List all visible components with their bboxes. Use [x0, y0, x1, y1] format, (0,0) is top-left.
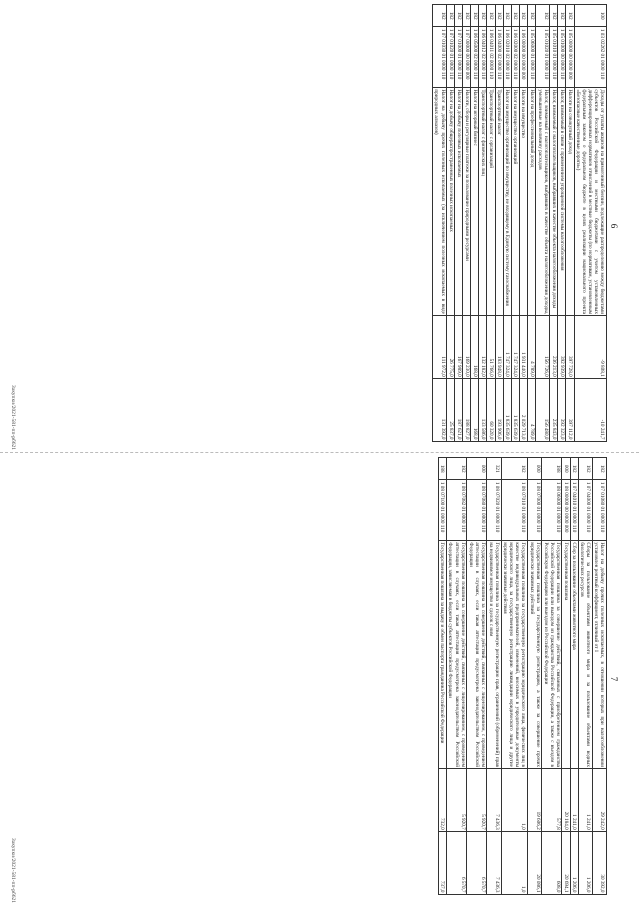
- admin-code-cell: 182: [501, 458, 527, 480]
- revenue-name-cell: Налог, взимаемый в связи с применением упрощенной системы налогообложения: [558, 87, 566, 316]
- amount-year-2-cell: 25 837,0: [447, 379, 455, 442]
- admin-code-cell: 182: [471, 5, 479, 27]
- revenue-name-cell: Государственная пошлина за совершение действий, связанных с лицензированием, с проведением аттестации в случаях, если такая аттестация предусмотрена законодательством Российской Федерации, зачисляемая в бюджеты субъектов Российской Федерации: [447, 542, 466, 767]
- classification-code-cell: 1 06 04012 02 0000 110: [479, 27, 487, 88]
- classification-code-cell: 1 05 06000 01 0000 110: [527, 27, 535, 88]
- page-7-rotated-content: [19, 457, 619, 901]
- amount-year-2-cell: 1 835 639,0: [503, 379, 511, 442]
- footer-note: Закупки/2021-581-пп-рб621: [10, 385, 16, 451]
- amount-year-2-cell: 193 906,0: [495, 379, 503, 442]
- classification-code-cell: 1 08 07020 01 0000 110: [487, 480, 501, 541]
- revenue-name-cell: Транспортный налог: [495, 87, 503, 316]
- classification-code-cell: 1 06 00000 00 0000 000: [519, 27, 527, 88]
- amount-year-1-cell: 26 775,0: [447, 316, 455, 379]
- amount-year-1-cell: 156 726,0: [536, 316, 550, 379]
- classification-code-cell: 1 06 05000 02 0000 110: [471, 27, 479, 88]
- classification-code-cell: 1 06 02010 02 0000 110: [503, 27, 511, 88]
- admin-code-cell: 321: [487, 458, 501, 480]
- revenue-name-cell: Сбор за пользование объектами животного мира: [570, 540, 578, 769]
- page-6: [0, 0, 639, 452]
- table-row: [519, 5, 527, 442]
- revenue-table-body: [432, 5, 606, 442]
- amount-year-1-cell: 397 728,0: [566, 316, 574, 379]
- table-row: [455, 5, 463, 442]
- amount-year-1-cell: 20 184,0: [562, 769, 570, 832]
- admin-code-cell: 182: [487, 5, 495, 27]
- table-row: [558, 5, 566, 442]
- amount-year-1-cell: 5 920,7: [467, 769, 487, 832]
- page-number: 7: [609, 676, 619, 682]
- amount-year-1-cell: 577,8: [542, 769, 562, 832]
- revenue-name-cell: Государственная пошлина за государственную регистрацию, а также за совершение прочих юридически значимых действий: [528, 542, 541, 767]
- amount-year-1-cell: 5 920,7: [446, 769, 466, 832]
- page-6-rotated-content: [19, 4, 619, 448]
- amount-year-1-cell: 29 242,0: [592, 769, 606, 832]
- admin-code-cell: 182: [527, 5, 535, 27]
- admin-code-cell: 182: [578, 458, 592, 480]
- amount-year-1-cell: 167 989,0: [455, 316, 463, 379]
- table-row: [471, 5, 479, 442]
- admin-code-cell: 000: [562, 458, 570, 480]
- classification-code-cell: 1 07 01020 01 0000 110: [447, 27, 455, 88]
- amount-year-2-cell: 133 586,0: [479, 379, 487, 442]
- admin-code-cell: 188: [438, 458, 446, 480]
- revenue-name-cell: Налоги, сборы и регулярные платежи за пользование природными ресурсами: [463, 87, 471, 316]
- admin-code-cell: 182: [503, 5, 511, 27]
- revenue-name-cell: Налог на добычу полезных ископаемых: [455, 87, 463, 316]
- admin-code-cell: 182: [519, 5, 527, 27]
- revenue-name-cell: Налоги на совокупный доход: [566, 87, 574, 316]
- table-row: [527, 5, 535, 442]
- table-row: [447, 5, 455, 442]
- table-row: [487, 458, 501, 895]
- revenue-name-cell: Государственная пошлина за государственную регистрацию юридического лица, физических лиц в качестве индивидуальных предпринимателей, изменений, вносимых в учредительные документы юридического лица, за государственную регистрацию ликвидации юридического лица и другие юридически значимые действия: [502, 542, 527, 767]
- revenue-name-cell: Государственная пошлина за совершение действий, связанных с приобретением гражданства Российской Федерации или выходом из гражданства Российской Федерации, а также с въездом в Российскую Федерацию или выездом из Российской Федерации: [542, 542, 561, 767]
- amount-year-2-cell: 2 029 713,0: [519, 379, 527, 442]
- table-row: [574, 5, 606, 442]
- amount-year-2-cell: 235 843,0: [550, 379, 558, 442]
- amount-year-1-cell: 1 747 324,0: [503, 316, 511, 379]
- amount-year-1-cell: 392 939,0: [558, 316, 566, 379]
- classification-code-cell: 1 08 07082 01 0000 110: [446, 480, 466, 541]
- admin-code-cell: 000: [527, 458, 541, 480]
- admin-code-cell: 182: [550, 5, 558, 27]
- classification-code-cell: 1 07 04010 01 0000 110: [570, 480, 578, 541]
- table-row: [542, 458, 562, 895]
- amount-year-1-cell: 4 789,0: [527, 316, 535, 379]
- classification-code-cell: 1 05 01000 00 0000 110: [558, 27, 566, 88]
- admin-code-cell: 188: [542, 458, 562, 480]
- amount-year-2-cell: 1 206,0: [578, 832, 592, 895]
- footer-note: Закупки/2021-581-пп-рб621: [10, 838, 16, 904]
- amount-year-2-cell: 6 570,7: [446, 832, 466, 895]
- revenue-name-cell: Налог на добычу прочих полезных ископаемых, в отношении которых при налогообложении установлен рентный коэффициент, отличный от 1: [593, 542, 606, 767]
- revenue-name-cell: Налог на имущество организаций по имуществу, не входящему в Единую систему газоснабжения: [503, 87, 511, 316]
- admin-code-cell: 182: [495, 5, 503, 27]
- classification-code-cell: 1 08 07080 01 0000 110: [467, 480, 487, 541]
- revenue-name-cell: Государственная пошлина за совершение действий, связанных с лицензированием, с проведением аттестации в случаях, если такая аттестация предусмотрена законодательством Российской Федерации: [467, 542, 486, 767]
- classification-code-cell: 1 07 00000 00 0000 000: [463, 27, 471, 88]
- admin-code-cell: 182: [592, 458, 606, 480]
- admin-code-cell: 182: [432, 5, 446, 27]
- admin-code-cell: 182: [446, 458, 466, 480]
- amount-year-1-cell: 1,0: [501, 769, 527, 832]
- classification-code-cell: 1 07 01030 01 0000 110: [432, 27, 446, 88]
- table-row: [438, 458, 446, 895]
- amount-year-2-cell: 7 436,3: [487, 832, 501, 895]
- amount-year-2-cell: 397 112,0: [566, 379, 574, 442]
- table-row: [570, 458, 578, 895]
- classification-code-cell: 1 08 06000 01 0000 110: [542, 480, 562, 541]
- table-row: [511, 5, 519, 442]
- amount-year-2-cell: 156 480,0: [536, 379, 550, 442]
- revenue-name-cell: Транспортный налог с организаций: [487, 87, 495, 316]
- table-row: [566, 5, 574, 442]
- revenue-table: [432, 4, 607, 442]
- amount-year-2-cell: 20 086,1: [527, 832, 541, 895]
- revenue-table: [438, 457, 607, 895]
- revenue-name-cell: Транспортный налог с физических лиц: [479, 87, 487, 316]
- revenue-name-cell: Налоги на имущество: [519, 87, 527, 316]
- table-row: [467, 458, 487, 895]
- amount-year-2-cell: 1 206,0: [570, 832, 578, 895]
- table-row: [578, 458, 592, 895]
- classification-code-cell: 1 06 04000 02 0000 110: [495, 27, 503, 88]
- classification-code-cell: 1 08 07010 01 0000 110: [501, 480, 527, 541]
- classification-code-cell: 1 05 00000 00 0000 000: [566, 27, 574, 88]
- amount-year-2-cell: 131 392,0: [432, 379, 446, 442]
- admin-code-cell: 182: [536, 5, 550, 27]
- amount-year-2-cell: -10 241,7: [574, 379, 606, 442]
- admin-code-cell: 182: [511, 5, 519, 27]
- classification-code-cell: 1 05 01020 01 0000 110: [536, 27, 550, 88]
- admin-code-cell: 182: [455, 5, 463, 27]
- table-row: [503, 5, 511, 442]
- amount-year-1-cell: 132 182,0: [479, 316, 487, 379]
- amount-year-1-cell: 1 241,0: [578, 769, 592, 832]
- classification-code-cell: 1 06 04011 02 0000 110: [487, 27, 495, 88]
- table-row: [463, 5, 471, 442]
- amount-year-1-cell: 169 230,0: [463, 316, 471, 379]
- admin-code-cell: 182: [447, 5, 455, 27]
- amount-year-1-cell: 1 931 440,0: [519, 316, 527, 379]
- amount-year-2-cell: 1,0: [501, 832, 527, 895]
- amount-year-1-cell: 7 436,3: [487, 769, 501, 832]
- revenue-name-cell: Доходы от уплаты акцизов на прямогонный бензин, подлежащие распределению между бюджетами субъектов Российской Федерации и местными бюджетами с учетом установленных дифференцированных нормативов отчислений в местные бюджеты (по нормативам, установленным федеральным законом о федеральном бюджете в целях реализации национального проекта «Безопасные качественные дороги»): [575, 89, 606, 314]
- amount-year-2-cell: 392 323,0: [558, 379, 566, 442]
- amount-year-1-cell: 1 241,0: [570, 769, 578, 832]
- amount-year-2-cell: 6 570,7: [467, 832, 487, 895]
- revenue-name-cell: Налог на профессиональный доход: [527, 87, 535, 316]
- admin-code-cell: 182: [479, 5, 487, 27]
- amount-year-1-cell: 1 747 324,0: [511, 316, 519, 379]
- revenue-name-cell: Налог на игорный бизнес: [471, 87, 479, 316]
- revenue-name-cell: Налог, взимаемый с налогоплательщиков, выбравших в качестве объекта налогообложения доходы, уменьшенные на величину расходов: [536, 89, 549, 314]
- classification-code-cell: 1 03 02262 01 0000 110: [574, 27, 606, 88]
- classification-code-cell: 1 08 07100 01 0000 110: [438, 480, 446, 541]
- classification-code-cell: 1 07 01000 01 0000 110: [455, 27, 463, 88]
- amount-year-2-cell: 4 789,0: [527, 379, 535, 442]
- admin-code-cell: 182: [566, 5, 574, 27]
- admin-code-cell: 182: [463, 5, 471, 27]
- table-row: [592, 458, 606, 895]
- amount-year-1-cell: 183 948,0: [495, 316, 503, 379]
- revenue-name-cell: Налог, взимаемый с налогоплательщиков, выбравших в качестве объекта налогообложения доходы: [550, 87, 558, 316]
- classification-code-cell: 1 07 01080 01 0000 110: [592, 480, 606, 541]
- table-row: [527, 458, 541, 895]
- amount-year-2-cell: 187 621,0: [455, 379, 463, 442]
- revenue-table-body: [438, 458, 606, 895]
- amount-year-2-cell: 30 392,0: [592, 832, 606, 895]
- amount-year-2-cell: 1 835 639,0: [511, 379, 519, 442]
- admin-code-cell: 000: [467, 458, 487, 480]
- revenue-name-cell: Налог на имущество организаций: [511, 87, 519, 316]
- amount-year-1-cell: 111 972,0: [432, 316, 446, 379]
- amount-year-2-cell: 168,0: [471, 379, 479, 442]
- admin-code-cell: 182: [558, 5, 566, 27]
- table-row: [562, 458, 570, 895]
- table-row: [536, 5, 550, 442]
- amount-year-1-cell: 732,0: [438, 769, 446, 832]
- revenue-name-cell: Сборы за пользование объектами животного мира и за пользование объектами водных биологических ресурсов: [579, 542, 592, 767]
- page-7: [0, 452, 639, 905]
- amount-year-1-cell: 51 766,0: [487, 316, 495, 379]
- admin-code-cell: 100: [574, 5, 606, 27]
- amount-year-2-cell: 60 320,0: [487, 379, 495, 442]
- amount-year-1-cell: 236 213,0: [550, 316, 558, 379]
- classification-code-cell: 1 06 02000 02 0000 110: [511, 27, 519, 88]
- revenue-name-cell: Государственная пошлина за государственную регистрацию прав, ограничений (обременений) прав на недвижимое имущество и сделок с ним: [488, 542, 501, 767]
- table-row: [550, 5, 558, 442]
- revenue-name-cell: Государственная пошлина: [562, 540, 570, 769]
- amount-year-1-cell: 168,0: [471, 316, 479, 379]
- revenue-name-cell: Государственная пошлина за выдачу и обмен паспорта гражданина Российской Федерации: [438, 540, 446, 769]
- amount-year-2-cell: 20 694,1: [562, 832, 570, 895]
- table-row: [501, 458, 527, 895]
- classification-code-cell: 1 07 04000 01 0000 110: [578, 480, 592, 541]
- amount-year-2-cell: 737,0: [438, 832, 446, 895]
- table-row: [487, 5, 495, 442]
- admin-code-cell: 182: [570, 458, 578, 480]
- table-row: [479, 5, 487, 442]
- amount-year-2-cell: 608,0: [542, 832, 562, 895]
- classification-code-cell: 1 08 07000 01 0000 110: [527, 480, 541, 541]
- classification-code-cell: 1 05 01010 01 0000 110: [550, 27, 558, 88]
- classification-code-cell: 1 08 00000 00 0000 000: [562, 480, 570, 541]
- table-row: [432, 5, 446, 442]
- table-row: [446, 458, 466, 895]
- amount-year-2-cell: 188 827,0: [463, 379, 471, 442]
- amount-year-1-cell: 19 606,2: [527, 769, 541, 832]
- revenue-name-cell: Налог на добычу общераспространенных полезных ископаемых: [447, 87, 455, 316]
- revenue-name-cell: Налог на добычу прочих полезных ископаемых (за исключением полезных ископаемых в виде природных алмазов): [433, 89, 446, 314]
- table-row: [495, 5, 503, 442]
- amount-year-1-cell: -9 808,1: [574, 316, 606, 379]
- page-number: 6: [609, 223, 619, 229]
